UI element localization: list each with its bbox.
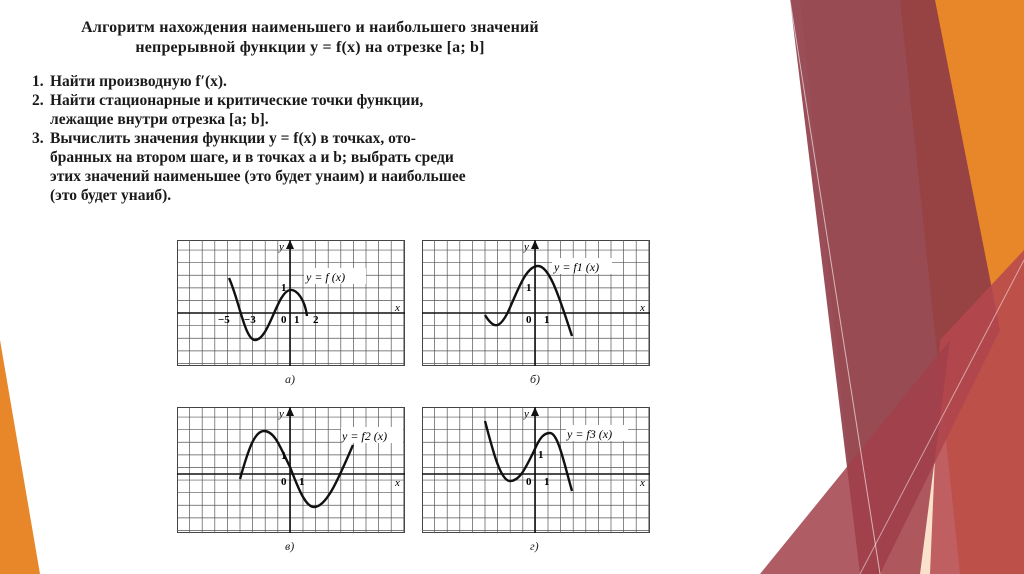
x-axis-label: x: [640, 302, 645, 314]
function-label: y = f3 (x): [567, 427, 613, 441]
tick-label: 1: [294, 314, 300, 326]
y-axis-label: y: [524, 408, 529, 420]
function-curve: [229, 278, 307, 340]
function-label: y = f1 (x): [554, 260, 600, 274]
tick-label: 1: [299, 476, 305, 488]
step-line: этих значений наименьшее (это будет yнаим) и наибольшее: [50, 168, 466, 185]
tick-label: 1: [538, 449, 544, 461]
tick-label: 1: [526, 282, 532, 294]
tick-label: −3: [244, 314, 256, 326]
graph-caption: а): [285, 372, 295, 386]
graph-caption: г): [530, 539, 539, 553]
grid-frame: [178, 241, 405, 366]
title-line-1: Алгоритм нахождения наименьшего и наибольшего значений: [81, 19, 539, 36]
graph-caption: в): [285, 539, 295, 553]
step-number: 3.: [32, 130, 44, 147]
tick-label: 1: [281, 450, 287, 462]
y-arrow: [286, 407, 294, 416]
graph-a-svg: [177, 240, 405, 366]
graph-v: [177, 407, 405, 553]
graph-caption: б): [530, 372, 541, 386]
step-1: [32, 72, 590, 91]
x-axis-label: x: [395, 477, 400, 489]
step-number: 1.: [32, 73, 44, 90]
grid: [422, 240, 650, 366]
grid-frame: [423, 241, 650, 366]
steps-list: [30, 72, 590, 205]
step-line: лежащие внутри отрезка [a; b].: [50, 111, 269, 128]
y-arrow: [531, 240, 539, 249]
step-line: Найти производную f′(x).: [50, 73, 227, 90]
step-line: Вычислить значения функции y = f(x) в точках, ото-: [50, 130, 416, 147]
graph-v-svg: [177, 407, 405, 533]
tick-label: 1: [281, 282, 287, 294]
y-axis-label: y: [279, 408, 284, 420]
tick-label: 1: [544, 314, 550, 326]
step-line: (это будет yнаиб).: [50, 187, 172, 204]
tick-label: 0: [281, 476, 287, 488]
tick-label: 0: [281, 314, 287, 326]
function-label: y = f (x): [306, 270, 346, 284]
step-3: [32, 129, 590, 205]
tick-label: 0: [526, 476, 532, 488]
title-line-2: непрерывной функции y = f(x) на отрезке [a; b]: [135, 39, 485, 56]
left-orange-triangle: [0, 340, 40, 574]
graph-g-svg: [422, 407, 650, 533]
grid: [177, 240, 405, 366]
step-line: бранных на втором шаге, и в точках a и b; выбрать среди: [50, 149, 454, 166]
step-number: 2.: [32, 92, 44, 109]
step-line: Найти стационарные и критические точки функции,: [50, 92, 424, 109]
graph-a: [177, 240, 405, 386]
graph-b: [422, 240, 650, 386]
tick-label: 1: [544, 476, 550, 488]
step-2: [32, 91, 590, 129]
y-axis-label: y: [524, 241, 529, 253]
y-arrow: [531, 407, 539, 416]
graph-b-svg: [422, 240, 650, 366]
y-arrow: [286, 240, 294, 249]
tick-label: 0: [526, 314, 532, 326]
y-axis-label: y: [279, 241, 284, 253]
tick-label: 2: [313, 314, 319, 326]
algorithm-document: [30, 18, 590, 205]
x-axis-label: x: [395, 302, 400, 314]
graph-g: [422, 407, 650, 553]
x-axis-label: x: [640, 477, 645, 489]
function-label: y = f2 (x): [342, 429, 388, 443]
tick-label: −5: [218, 314, 230, 326]
